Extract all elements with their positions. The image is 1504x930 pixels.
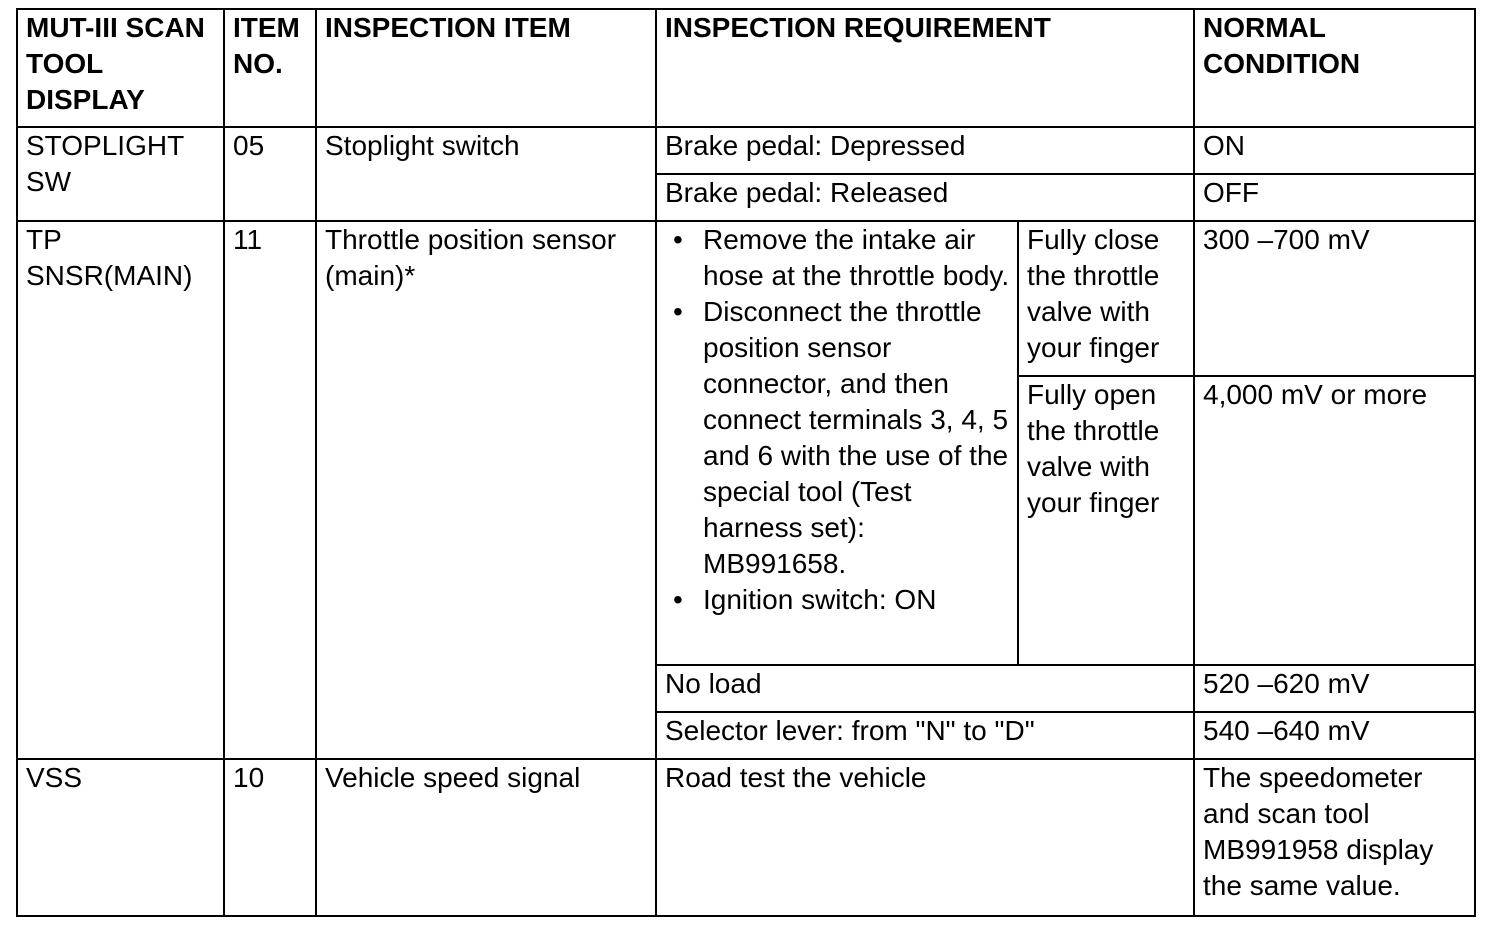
procedure-bullet: • Ignition switch: ON (703, 582, 1011, 618)
tp-sensor-display: TP SNSR(MAIN) (17, 221, 224, 759)
table-row (17, 221, 1475, 376)
procedure-bullet: • Disconnect the throttle position sensor connector, and then connect terminals 3, 4, 5 and 6 with the use of the special tool (Test harness set): MB991658. (703, 294, 1011, 582)
procedure-bullet: • Remove the intake air hose at the throttle body. (703, 222, 1011, 294)
tp-sensor-condition-selector: 540 –640 mV (1194, 712, 1475, 759)
tp-sensor-fully-close: Fully close the throttle valve with your finger (1018, 221, 1194, 376)
vss-requirement: Road test the vehicle (656, 759, 1194, 916)
stoplight-display: STOPLIGHT SW (17, 127, 224, 221)
tp-sensor-item-no: 11 (224, 221, 316, 759)
stoplight-requirement-depressed: Brake pedal: Depressed (656, 127, 1194, 174)
procedure-bullet-list (665, 222, 1011, 618)
tp-sensor-procedure (656, 221, 1018, 665)
tp-sensor-fully-open: Fully open the throttle valve with your finger (1018, 376, 1194, 665)
vss-item-no: 10 (224, 759, 316, 916)
vss-display: VSS (17, 759, 224, 916)
header-item-no: ITEM NO. (224, 9, 316, 127)
stoplight-item: Stoplight switch (316, 127, 656, 221)
stoplight-requirement-released: Brake pedal: Released (656, 174, 1194, 221)
stoplight-item-no: 05 (224, 127, 316, 221)
tp-sensor-condition-no-load: 520 –620 mV (1194, 665, 1475, 712)
table-row (17, 759, 1475, 916)
header-display: MUT-III SCAN TOOL DISPLAY (17, 9, 224, 127)
vss-item: Vehicle speed signal (316, 759, 656, 916)
tp-sensor-item: Throttle position sensor (main)* (316, 221, 656, 759)
tp-sensor-selector-lever: Selector lever: from "N" to "D" (656, 712, 1194, 759)
stoplight-condition-off: OFF (1194, 174, 1475, 221)
tp-sensor-condition-open: 4,000 mV or more (1194, 376, 1475, 665)
header-normal-condition: NORMAL CONDITION (1194, 9, 1475, 127)
tp-sensor-condition-close: 300 –700 mV (1194, 221, 1475, 376)
header-inspection-requirement: INSPECTION REQUIREMENT (656, 9, 1194, 127)
tp-sensor-no-load: No load (656, 665, 1194, 712)
inspection-table (16, 8, 1476, 917)
header-inspection-item: INSPECTION ITEM (316, 9, 656, 127)
table-header-row (17, 9, 1475, 127)
vss-condition: The speedometer and scan tool MB991958 display the same value. (1194, 759, 1475, 916)
stoplight-condition-on: ON (1194, 127, 1475, 174)
table-row (17, 127, 1475, 174)
